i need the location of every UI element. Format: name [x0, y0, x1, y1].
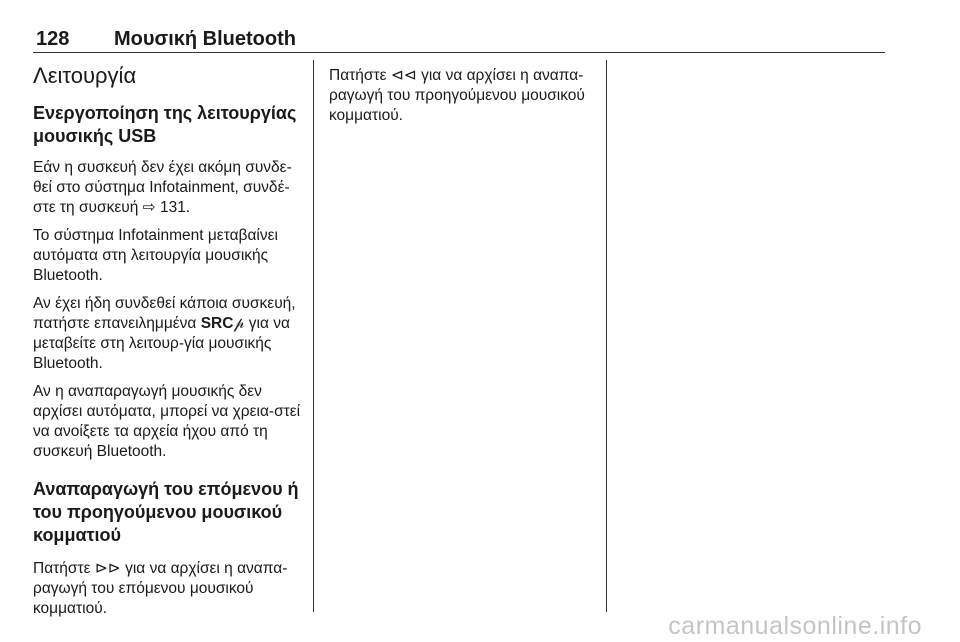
paragraph-next-text-2: για να αρχίσει η αναπα-ραγωγή του επόμενου μουσικού κομματιού.: [33, 560, 288, 617]
paragraph-open-files: Αν η αναπαραγωγή μουσικής δεν αρχίσει αυτόματα, μπορεί να χρεια-στεί να ανοίξετε τα αρχεία ήχου από τη συσκευή Bluetooth.: [33, 383, 301, 460]
previous-track-icon: ⊲⊲: [390, 67, 417, 84]
phone-icon: 𝓅: [233, 315, 245, 332]
next-track-icon: ⊳⊳: [94, 560, 121, 577]
src-button-label: SRC: [200, 315, 234, 332]
paragraph-next: [33, 559, 305, 619]
page-header: [33, 28, 885, 53]
middle-column: [329, 66, 601, 134]
chapter-title: Μουσική Bluetooth: [114, 28, 296, 50]
paragraph-next-text: Πατήστε: [33, 560, 95, 577]
paragraph-src-text-2: για να μεταβείτε στη λειτουρ-γία μουσικής Bluetooth.: [33, 315, 290, 372]
paragraph-auto-switch: Το σύστημα Infotainment μεταβαίνει αυτόματα στη λειτουργία μουσικής Bluetooth.: [33, 227, 278, 284]
page-ref-icon: ⇨: [142, 199, 156, 216]
column-divider-2: [606, 60, 607, 612]
column-divider-1: [313, 60, 314, 612]
paragraph-previous: [329, 66, 601, 126]
left-column: [33, 62, 305, 627]
paragraph-previous-text: Πατήστε: [329, 67, 391, 84]
page-number: 128: [36, 28, 70, 50]
paragraph-src-text: Αν έχει ήδη συνδεθεί κάποια συσκευή, πατήστε επανειλημμένα: [33, 295, 296, 332]
next-track-heading: Αναπαραγωγή του επόμενου ή του προηγούμενου μουσικού κομματιού: [33, 479, 299, 545]
paragraph-connect-text: Εάν η συσκευή δεν έχει ακόμη συνδε-θεί στο σύστημα Infotainment, συνδέ-στε τη συσκευή: [33, 159, 292, 216]
watermark: carmanualsonline.info: [668, 612, 922, 640]
page-ref-link[interactable]: 131.: [155, 199, 191, 216]
section-title: Λειτουργία: [33, 63, 137, 88]
paragraph-connect: [33, 158, 305, 218]
paragraph-previous-text-2: για να αρχίσει η αναπα-ραγωγή του προηγούμενου μουσικού κομματιού.: [329, 67, 585, 124]
usb-heading: Ενεργοποίηση της λειτουργίας μουσικής USB: [33, 103, 297, 146]
paragraph-src: [33, 294, 305, 374]
